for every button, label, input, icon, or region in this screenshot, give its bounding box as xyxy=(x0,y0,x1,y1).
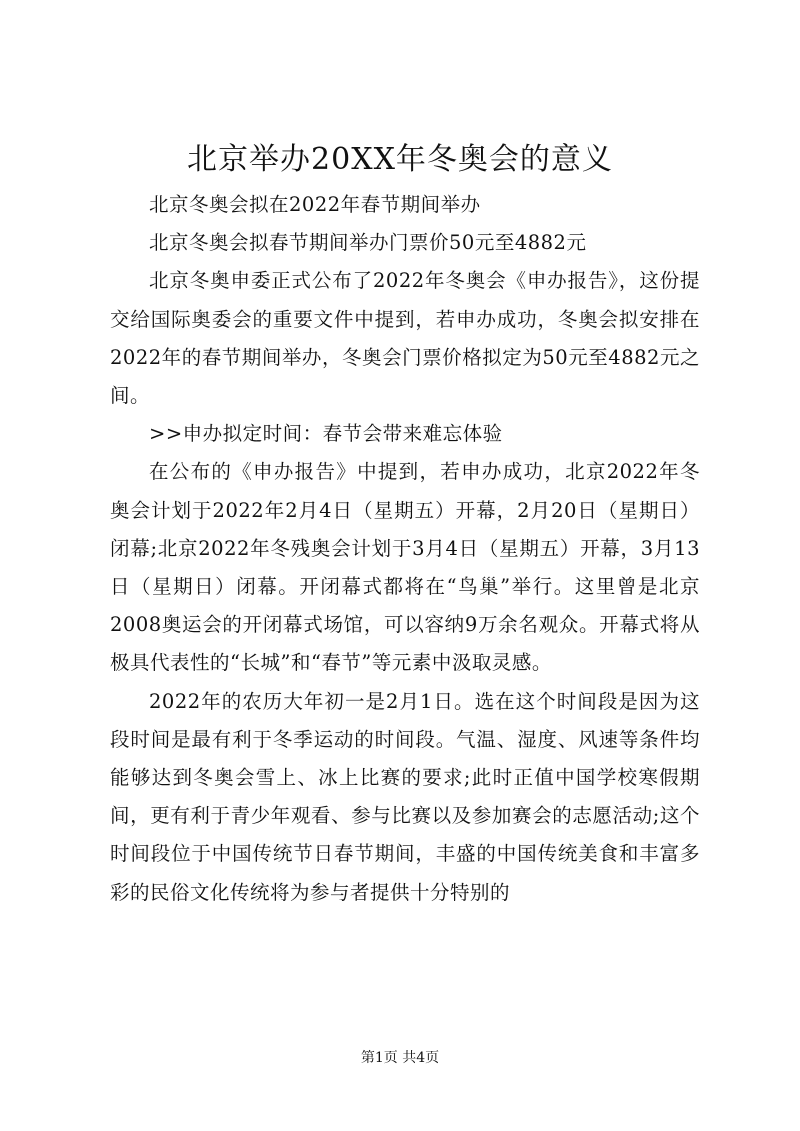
document-title: 北京举办20XX年冬奥会的意义 xyxy=(187,142,613,177)
page-footer: 第1页 共4页 xyxy=(360,1050,440,1066)
paragraph-section-heading: >>申办拟定时间：春节会带来难忘体验 xyxy=(149,422,503,446)
paragraph-announcement: 北京冬奥申委正式公布了2022年冬奥会《申办报告》，这份提交给国际奥委会的重要文件中提到，若申办成功，冬奥会拟安排在2022年的春节期间举办，冬奥会门票价格拟定为50元至4882元之间。 xyxy=(110,269,700,408)
document-body xyxy=(110,186,700,912)
paragraph-schedule: 在公布的《申办报告》中提到，若申办成功，北京2022年冬奥会计划于2022年2月4日（星期五）开幕，2月20日（星期日）闭幕;北京2022年冬残奥会计划于3月4日（星期五）开幕，3月13日（星期日）闭幕。开闭幕式都将在“鸟巢”举行。这里曾是北京2008奥运会的开闭幕式场馆，可以容纳9万余名观众。开幕式将从极具代表性的“长城”和“春节”等元素中汲取灵感。 xyxy=(110,460,700,675)
paragraph-subtitle-1: 北京冬奥会拟在2022年春节期间举办 xyxy=(149,193,481,216)
paragraph-subtitle-2: 北京冬奥会拟春节期间举办门票价50元至4882元 xyxy=(149,231,587,255)
paragraph-lunar-new-year: 2022年的农历大年初一是2月1日。选在这个时间段是因为这段时间是最有利于冬季运动的时间段。气温、湿度、风速等条件均能够达到冬奥会雪上、冰上比赛的要求;此时正值中国学校寒假期间，更有利于青少年观看、参与比赛以及参加赛会的志愿活动;这个时间段位于中国传统节日春节期间，丰盛的中国传统美食和丰富多彩的民俗文化传统将为参与者提供十分特别的 xyxy=(110,689,700,904)
